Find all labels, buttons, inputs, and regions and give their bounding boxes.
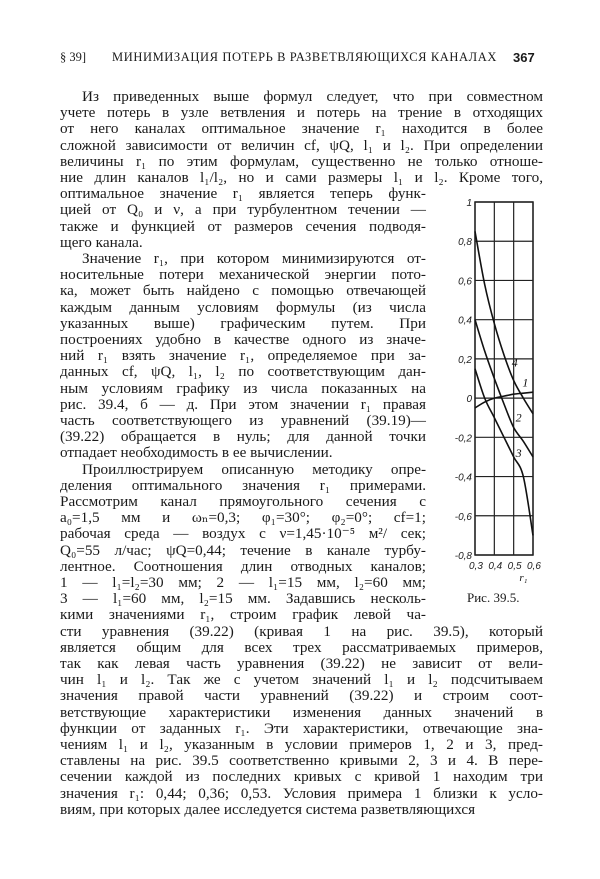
text-line: Проиллюстрируем описанную методику опре-	[82, 460, 426, 478]
text-line: рабочая среда — воздух с ν=1,45·10⁻⁵ м²/ сек;	[60, 525, 426, 543]
figure-caption: Рис. 39.5.	[467, 590, 520, 605]
y-tick-label: 1	[466, 198, 472, 209]
x-tick-label: 0,5	[507, 561, 522, 572]
y-tick-label: 0,8	[458, 237, 472, 249]
text-line: 1 — l₁=l₂=30 мм; 2 — l₁=15 мм, l₂=60 мм;	[60, 574, 426, 591]
y-tick-label: -0,6	[454, 511, 472, 523]
text-line: ным условиям графику из числа показанных на	[60, 379, 426, 397]
text-line: данных cf, ψQ, l₁, l₂ по соответствующим дан-	[60, 363, 426, 381]
text-line: величины r₁ по этим формулам, существенно не только отноше-	[60, 152, 543, 170]
text-line: построениях удобно в качестве одного из значе-	[60, 331, 426, 348]
text-line: сечении каждой из последних кривых с кривой 1 находим три	[60, 768, 543, 786]
section-number: § 39]	[60, 50, 87, 64]
text-line: функции от заданных r₁. Эти характеристики, отвечающие зна-	[60, 719, 543, 737]
text-line: является общим для всех трех рассматриваемых примеров,	[60, 638, 543, 656]
text-line: ний r₁ взять значение r₁, определяемое при за-	[60, 347, 426, 365]
text-line: Из приведенных выше формул следует, что при совместном	[82, 88, 543, 105]
text-line: так как левая часть уравнения (39.22) не зависит от вели-	[60, 655, 543, 672]
y-tick-label: 0,6	[458, 276, 472, 288]
text-line: значения r₁: 0,44; 0,36; 0,53. Условия примера 1 близки к усло-	[60, 784, 543, 802]
curve-label-1: 1	[522, 375, 529, 390]
text-line: носительные потери механической энергии пото-	[60, 266, 426, 284]
curve-label-4: 4	[511, 355, 518, 370]
page-number: 367	[513, 50, 535, 65]
figure-39-5-chart	[440, 190, 570, 590]
x-tick-label: 0,6	[527, 561, 541, 572]
text-line: указанных выше) графическим путем. При	[60, 314, 426, 332]
curve-label-2: 2	[515, 410, 522, 425]
text-line: 3 — l₁=60 мм, l₂=15 мм. Задавшись несколь-	[60, 590, 426, 608]
text-line: виям, при которых далее исследуется система разветвляющихся	[60, 800, 476, 818]
text-line: сти уравнения (39.22) (кривая 1 на рис. 39.5), который	[60, 622, 543, 640]
text-line: чин l₁ и l₂. Так же с учетом значений l₁ и l₂ подсчитываем	[60, 671, 543, 689]
text-line: учете потерь в узле ветвления и потерь на трение в отходящих	[60, 104, 543, 122]
text-line: a₀=1,5 мм и ωₙ=0,3; φ₁=30°; φ₂=0°; cf=1;	[60, 509, 426, 527]
text-line: сложной зависимости от величин cf, ψQ, l₁ и l₂. При определении	[60, 136, 543, 154]
text-line: также и функцией от размеров сечения подводя-	[60, 217, 426, 235]
text-line: ка, может быть найдено с помощью отвечающей	[60, 282, 426, 300]
y-tick-label: -0,2	[454, 433, 472, 445]
text-line: ветствующие характеристики изменения данных значений в	[60, 703, 543, 721]
text-line: от него каналах оптимальное значение r₁ находится в более	[60, 120, 543, 138]
text-line: деления оптимального значения r₁ примерами.	[60, 476, 426, 494]
text-line: значения правой части уравнений (39.22) и строим соот-	[60, 687, 543, 705]
text-line: щего канала.	[60, 233, 143, 251]
text-line: (39.22) обращается в нуль; для данной точки	[60, 428, 426, 446]
text-line: рис. 39.4, б — д. При этом значении r₁ правая	[60, 395, 426, 413]
text-line: чениям l₁ и l₂, указанным в условии примеров 1, 2 и 3, пред-	[60, 736, 543, 753]
text-line: Рассмотрим канал прямоугольного сечения с	[60, 493, 426, 510]
y-tick-label: -0,4	[454, 472, 472, 484]
text-line: каждым данным условиям формулы (из числа	[60, 298, 426, 316]
y-tick-label: 0,4	[458, 315, 472, 327]
y-tick-label: -0,8	[454, 551, 472, 562]
text-line: оптимальное значение r₁ является теперь функ-	[60, 185, 426, 203]
text-line: лентное. Соотношения длин отводных каналов;	[60, 557, 426, 575]
curve-label-3: 3	[515, 445, 522, 460]
y-tick-label: 0,2	[458, 354, 472, 366]
text-line: отпадает необходимость в ее вычислении.	[60, 444, 333, 462]
text-line: кими значениями r₁, строим график левой ча-	[60, 606, 426, 624]
text-line: Значение r₁, при котором минимизируются от-	[82, 250, 426, 267]
text-line: ние длин каналов l₁/l₂, но и сами размеры l₁ и l₂. Кроме того,	[60, 169, 543, 186]
text-line: ставлены на рис. 39.5 соответственно кривыми 2, 3 и 4. В пере-	[60, 752, 543, 770]
x-axis-label: r₁	[519, 572, 528, 584]
text-line: часть соответствующего из уравнений (39.19)—	[60, 412, 426, 429]
text-line: Q₀=55 л/час; ψQ=0,44; течение в канале турбу-	[60, 541, 426, 559]
running-title: МИНИМИЗАЦИЯ ПОТЕРЬ В РАЗВЕТВЛЯЮЩИХСЯ КАНАЛАХ	[112, 50, 497, 64]
y-tick-label: 0	[466, 394, 472, 406]
x-tick-label: 0,4	[488, 561, 503, 572]
x-tick-label: 0,3	[469, 561, 483, 572]
text-line: цией от Q₀ и ν, а при турбулентном течении —	[60, 201, 426, 219]
